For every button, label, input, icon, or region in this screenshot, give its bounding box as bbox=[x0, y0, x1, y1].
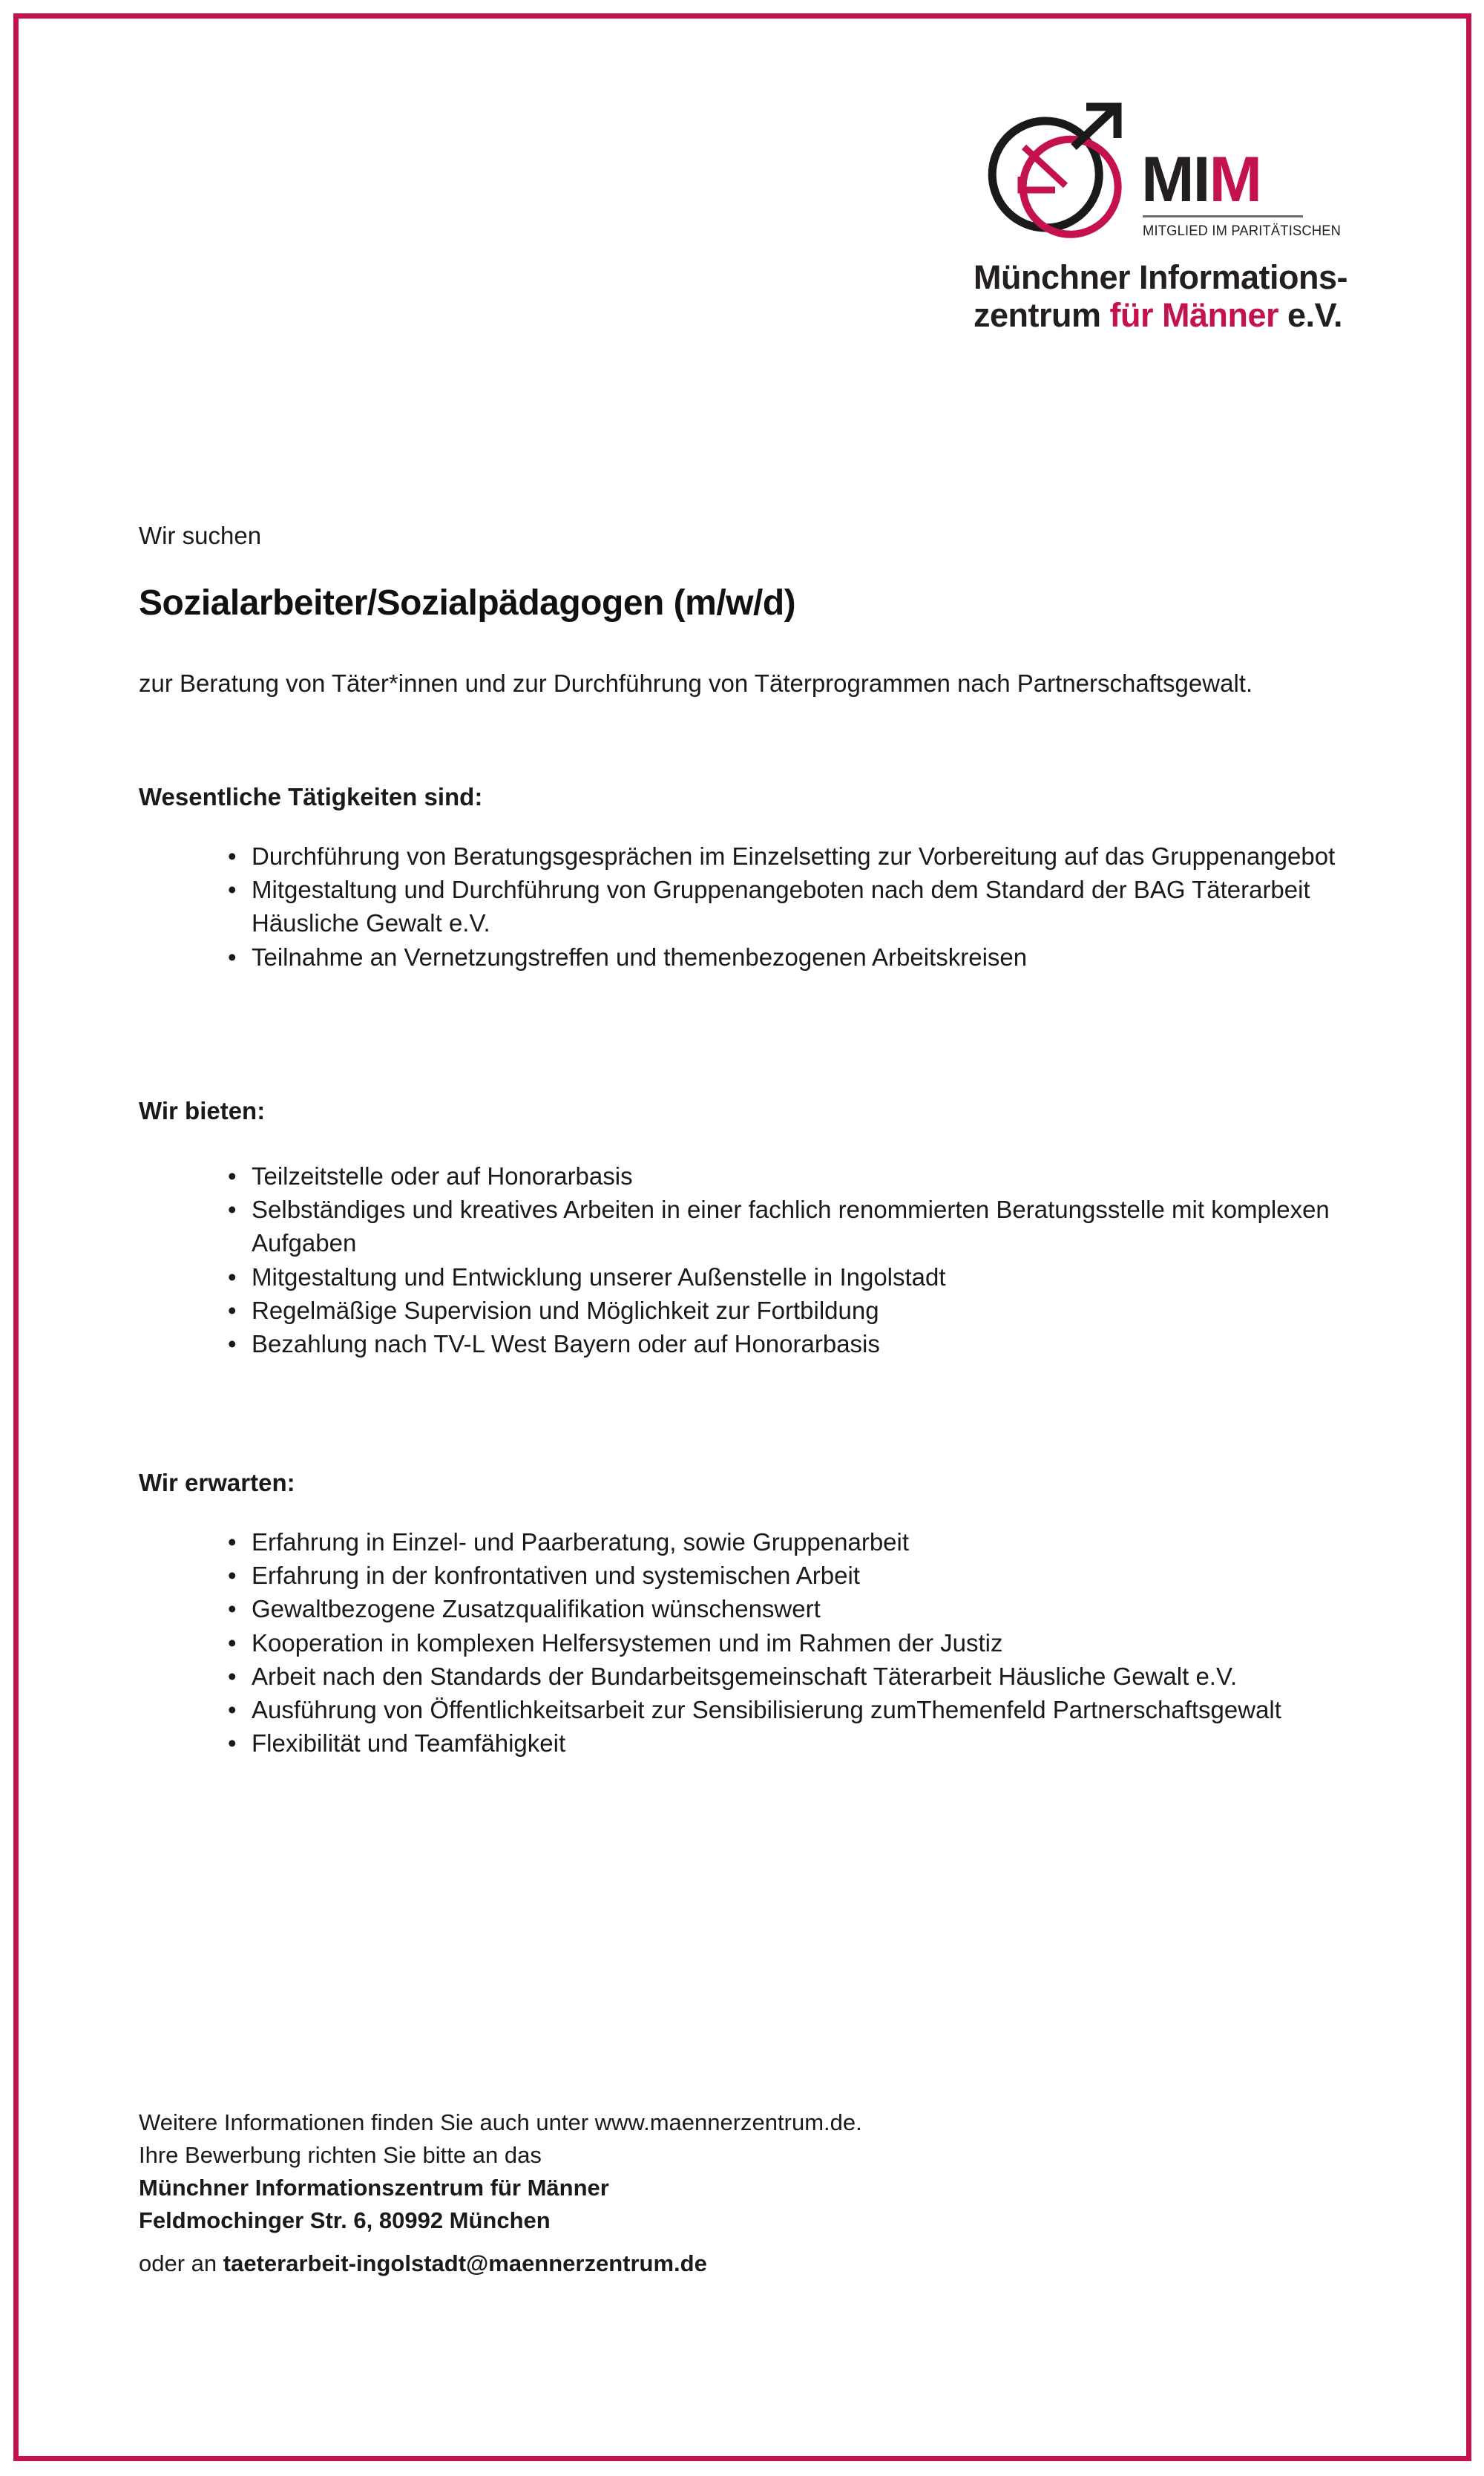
footer-organization-name: Münchner Informationszentrum für Männer bbox=[139, 2175, 609, 2201]
section-heading-tasks: Wesentliche Tätigkeiten sind: bbox=[139, 783, 483, 810]
list-item: • Durchführung von Beratungsgesprächen im Einzelsetting zur Vorbereitung auf das Gruppenangebot bbox=[228, 839, 1400, 873]
logo-member-line: MITGLIED IM PARITÄTISCHEN bbox=[1143, 223, 1342, 239]
list-item: • Arbeit nach den Standards der Bundarbeitsgemeinschaft Täterarbeit Häusliche Gewalt e.V. bbox=[228, 1660, 1400, 1693]
footer-email-address: taeterarbeit-ingolstadt@maennerzentrum.de bbox=[223, 2250, 707, 2277]
job-subtitle: zur Beratung von Täter*innen und zur Durchführung von Täterprogrammen nach Partnerschaftsgewalt. bbox=[139, 669, 1253, 697]
logo-org-line-1: Münchner Informations- bbox=[974, 258, 1347, 296]
logo-divider-rule bbox=[1143, 215, 1303, 217]
list-item: • Erfahrung in der konfrontativen und systemischen Arbeit bbox=[228, 1559, 1400, 1592]
logo-org-line-2-start: zentrum bbox=[974, 296, 1110, 335]
logo-top-row bbox=[972, 96, 1373, 256]
list-item: • Gewaltbezogene Zusatzqualifikation wünschenswert bbox=[228, 1592, 1400, 1625]
list-item: • Teilzeitstelle oder auf Honorarbasis bbox=[228, 1159, 1400, 1193]
list-item: • Erfahrung in Einzel- und Paarberatung, sowie Gruppenarbeit bbox=[228, 1525, 1400, 1559]
footer-email-prefix: oder an bbox=[139, 2250, 223, 2277]
list-item: • Teilnahme an Vernetzungstreffen und themenbezogenen Arbeitskreisen bbox=[228, 940, 1400, 974]
section-heading-offer: Wir bieten: bbox=[139, 1097, 266, 1124]
footer-address: Feldmochinger Str. 6, 80992 München bbox=[139, 2207, 551, 2234]
list-item: • Regelmäßige Supervision und Möglichkeit zur Fortbildung bbox=[228, 1294, 1400, 1327]
footer-spacer bbox=[139, 2237, 1400, 2247]
list-item: • Ausführung von Öffentlichkeitsarbeit zur Sensibilisierung zumThemenfeld Partnerschaftsgewalt bbox=[228, 1693, 1400, 1726]
list-item: • Selbständiges und kreatives Arbeiten in einer fachlich renommierten Beratungsstelle mit komplexen Aufgaben bbox=[228, 1193, 1400, 1260]
section-heading-expectations: Wir erwarten: bbox=[139, 1469, 295, 1496]
list-item: • Mitgestaltung und Durchführung von Gruppenangeboten nach dem Standard der BAG Täterarbeit Häusliche Gewalt e.V. bbox=[228, 873, 1400, 940]
list-item: • Flexibilität und Teamfähigkeit bbox=[228, 1726, 1400, 1760]
task-list bbox=[228, 839, 1400, 974]
footer-application-line: Ihre Bewerbung richten Sie bitte an das bbox=[139, 2142, 542, 2169]
expectation-list bbox=[228, 1525, 1400, 1760]
list-item: • Mitgestaltung und Entwicklung unserer Außenstelle in Ingolstadt bbox=[228, 1260, 1400, 1294]
logo-wordmark-pink: M bbox=[1209, 144, 1261, 215]
lead-text: Wir suchen bbox=[139, 522, 262, 549]
logo-wordmark-dark: MI bbox=[1141, 144, 1209, 215]
logo-organization-name bbox=[974, 258, 1347, 335]
page-title: Sozialarbeiter/Sozialpädagogen (m/w/d) bbox=[139, 583, 796, 623]
logo-org-line-2-highlight: für Männer bbox=[1109, 296, 1279, 335]
offer-list bbox=[228, 1159, 1400, 1360]
list-item: • Bezahlung nach TV-L West Bayern oder auf Honorarbasis bbox=[228, 1327, 1400, 1360]
list-item: • Kooperation in komplexen Helfersystemen und im Rahmen der Justiz bbox=[228, 1626, 1400, 1660]
organization-logo bbox=[972, 96, 1373, 356]
contact-footer bbox=[139, 2106, 1400, 2280]
logo-wordmark bbox=[1141, 144, 1261, 215]
mars-symbol-with-arrow-icon bbox=[972, 96, 1139, 256]
footer-website-line: Weitere Informationen finden Sie auch unter www.maennerzentrum.de. bbox=[139, 2109, 862, 2135]
logo-org-line-2-end: e.V. bbox=[1278, 296, 1342, 335]
footer-email-line bbox=[139, 2247, 1400, 2280]
